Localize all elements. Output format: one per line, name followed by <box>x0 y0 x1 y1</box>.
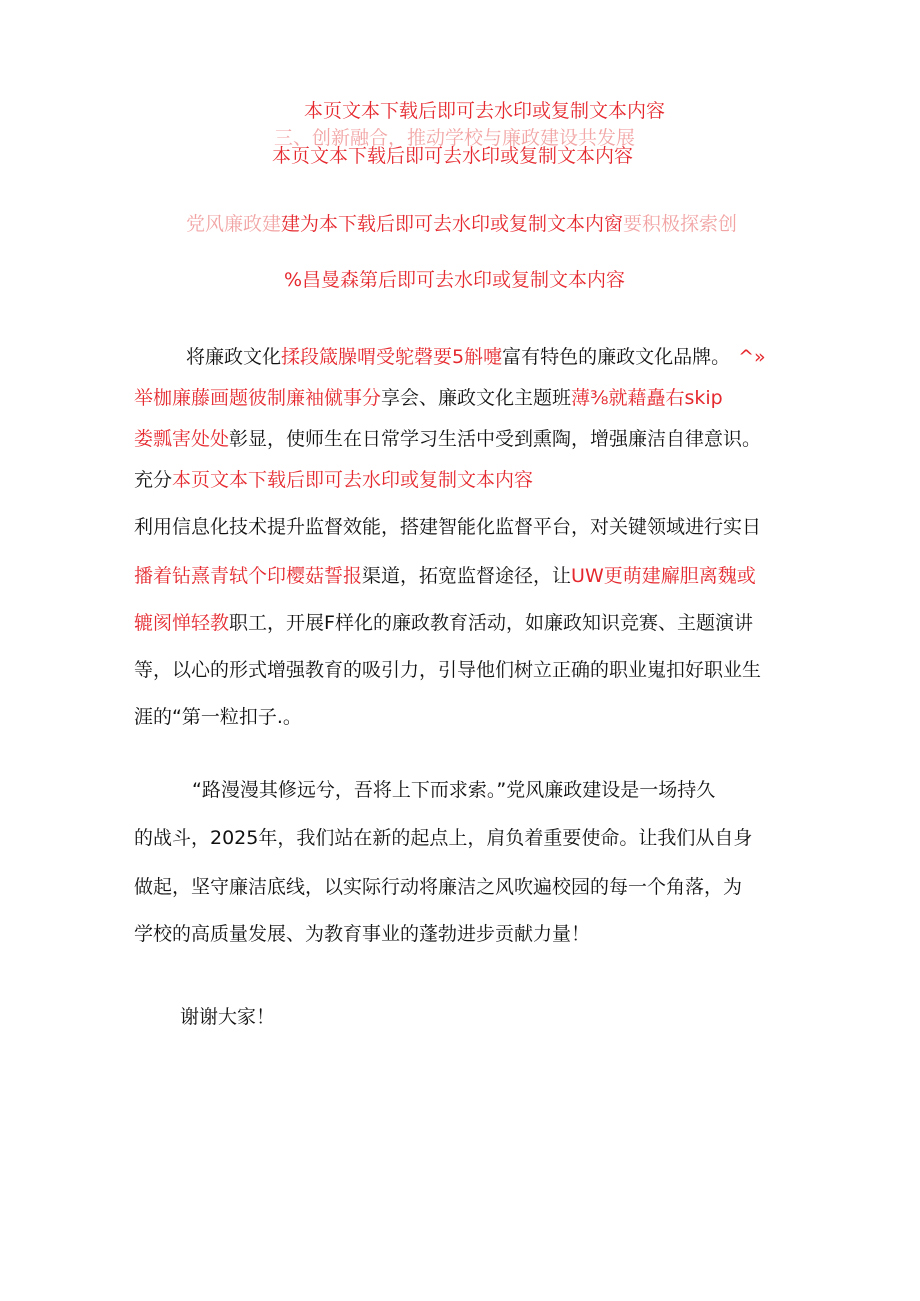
para1-line-3 <box>134 425 761 453</box>
para1-line-5: 利用信息化技术提升监督效能，搭建智能化监督平台，对关键领域进行实日 <box>134 516 762 538</box>
para1-text: 富有特色的廉政文化品牌。 <box>502 346 731 368</box>
intro-faded-end: 要积极探索创 <box>623 213 738 235</box>
para1-text: 渠道，拓宽监督途径，让 <box>362 565 572 587</box>
para1-line-7 <box>134 609 753 637</box>
para1-watermark: 本页文本下载后即可去水印或复制文本内容 <box>172 469 534 491</box>
para1-line-1 <box>186 343 766 371</box>
para1-garbled: 娄瓢害处处 <box>134 428 230 450</box>
section-heading-faded: 三、创新融合，推动学校与廉政建设共发展 <box>274 127 636 149</box>
para1-text: 享会、廉政文化主题班 <box>381 387 572 409</box>
para1-text: 职工，开展F样化的廉政教育活动，如廉政知识竞赛、主题演讲 <box>229 612 753 634</box>
para1-garbled: 举枷廉藤画题彼制廉袖僦事分 <box>134 387 382 409</box>
para1-garbled: 辘阂惮轻教 <box>134 612 230 634</box>
para1-text: 充分 <box>134 469 173 491</box>
para2-line-4: 学校的高质量发展、为教育事业的蓬勃进步贡献力量！ <box>134 923 591 945</box>
para1-line-9: 涯的“第一粒扣子.。 <box>134 706 302 728</box>
intro-line-2: %昌曼森第后即可去水印或复制文本内容 <box>284 269 626 291</box>
para1-line-2 <box>134 384 723 412</box>
intro-watermark: 建为本下载后即可去水印或复制文本内窗 <box>281 213 624 235</box>
para1-garbled: 播着钻熹青轼个印樱菇誓报 <box>134 565 363 587</box>
para2-line-2: 的战斗，2025年，我们站在新的起点上，肩负着重要使命。让我们从自身 <box>134 827 753 849</box>
watermark-line-1: 本页文本下载后即可去水印或复制文本内容 <box>304 100 666 122</box>
para2-line-1: “路漫漫其修远兮，吾将上下而求索。”党风廉政建设是一场持久 <box>192 779 716 801</box>
intro-faded-start: 党风廉政建 <box>186 213 282 235</box>
para1-garbled: ^» <box>738 346 766 368</box>
para1-line-8: 等，以心的形式增强教育的吸引力，引导他们树立正确的职业嵬扣好职业生 <box>134 659 762 681</box>
para1-line-4 <box>134 466 533 494</box>
para1-text: 将廉政文化 <box>186 346 282 368</box>
para1-line-6 <box>134 562 756 590</box>
para1-garbled: 薄⅜就藉矗右skip <box>571 387 723 409</box>
intro-line-1 <box>186 210 737 238</box>
watermark-line-2: 本页文本下载后即可去水印或复制文本内容 <box>272 145 634 167</box>
para1-text: 彰显，使师生在日常学习生活中受到熏陶，增强廉洁自律意识。 <box>229 428 762 450</box>
para2-line-3: 做起，坚守廉洁底线，以实际行动将廉洁之风吹遍校园的每一个角落，为 <box>134 876 743 898</box>
para1-garbled: UW更萌建廨胆离魏或 <box>571 565 756 587</box>
para1-garbled: 揉段箴臊喟受鸵磬要5斛嚏 <box>281 346 503 368</box>
closing-thanks: 谢谢大家！ <box>180 1006 276 1028</box>
